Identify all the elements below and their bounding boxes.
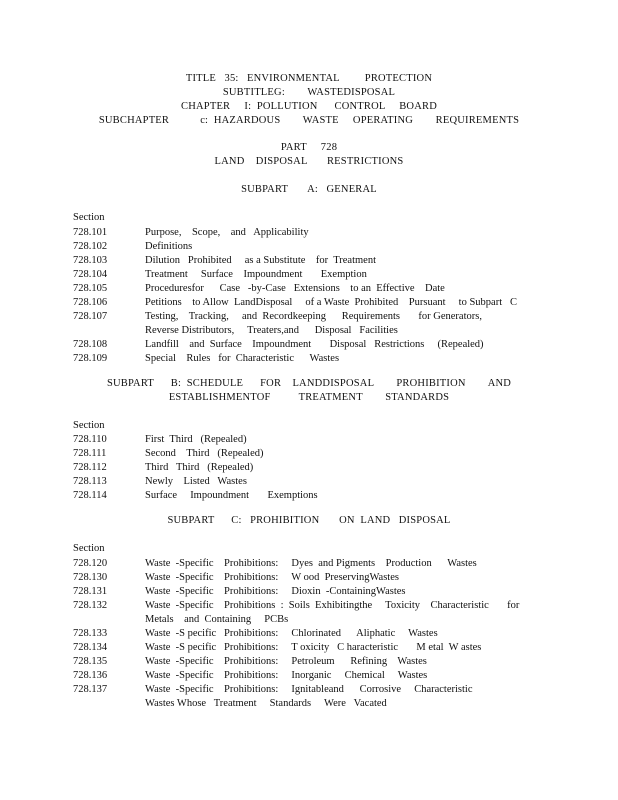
section-number: 728.110 bbox=[73, 434, 107, 445]
section-number: 728.132 bbox=[73, 600, 108, 611]
section-title: Dilution Prohibited as a Substitute for Treatment bbox=[145, 255, 376, 266]
section-label: Section bbox=[73, 420, 105, 431]
section-title: Waste -Specific Prohibitions: Dyes and Pigments Production Wastes bbox=[145, 558, 477, 569]
section-number: 728.101 bbox=[73, 227, 108, 238]
section-title: Third Third (Repealed) bbox=[145, 462, 254, 473]
section-title: Waste -Specific Prohibitions: Inorganic Chemical Wastes bbox=[145, 670, 428, 681]
section-title: Waste -Specific Prohibitions: Petroleum Refining Wastes bbox=[145, 656, 427, 667]
section-title: Definitions bbox=[145, 241, 193, 252]
section-number: 728.103 bbox=[73, 255, 108, 266]
section-number: 728.107 bbox=[73, 311, 108, 322]
section-title: Waste -S pecific Prohibitions: T oxicity C haracteristic M etal W astes bbox=[145, 642, 482, 653]
section-number: 728.114 bbox=[73, 490, 107, 501]
section-title: Waste -Specific Prohibitions : Soils Exhibitingthe Toxicity Characteristic for Metals and Containing PCBs bbox=[145, 600, 523, 625]
section-number: 728.108 bbox=[73, 339, 108, 350]
section-title: Second Third (Repealed) bbox=[145, 448, 264, 459]
section-title: Purpose, Scope, and Applicability bbox=[145, 227, 309, 238]
section-title: Waste -Specific Prohibitions: Ignitableand Corrosive Characteristic Wastes Whose Treatment Standards Were Vacated bbox=[145, 684, 491, 709]
section-title: Testing, Tracking, and Recordkeeping Requirements for Generators, Reverse Distributors, Treaters,and Disposal Facilities bbox=[145, 311, 496, 336]
section-title: Treatment Surface Impoundment Exemption bbox=[145, 269, 367, 280]
subpart-heading: SUBPART C: PROHIBITION ON LAND DISPOSAL bbox=[167, 515, 451, 526]
chapter-line: CHAPTER I: POLLUTION CONTROL BOARD bbox=[181, 101, 437, 112]
section-number: 728.120 bbox=[73, 558, 108, 569]
section-number: 728.131 bbox=[73, 586, 108, 597]
section-title: Waste -S pecific Prohibitions: Chlorinated Aliphatic Wastes bbox=[145, 628, 438, 639]
section-number: 728.109 bbox=[73, 353, 108, 364]
section-number: 728.136 bbox=[73, 670, 108, 681]
subchapter-line: SUBCHAPTER c: HAZARDOUS WASTE OPERATING REQUIREMENTS bbox=[98, 115, 520, 126]
section-number: 728.111 bbox=[73, 448, 107, 459]
section-title: Petitions to Allow LandDisposal of a Waste Prohibited Pursuant to Subpart C bbox=[145, 297, 517, 308]
section-number: 728.102 bbox=[73, 241, 108, 252]
section-number: 728.137 bbox=[73, 684, 108, 695]
section-number: 728.130 bbox=[73, 572, 108, 583]
part-number: PART 728 bbox=[280, 142, 338, 153]
section-number: 728.134 bbox=[73, 642, 108, 653]
title-line: TITLE 35: ENVIRONMENTAL PROTECTION bbox=[185, 73, 433, 84]
section-number: 728.133 bbox=[73, 628, 108, 639]
section-number: 728.112 bbox=[73, 462, 107, 473]
section-title: Special Rules for Characteristic Wastes bbox=[145, 353, 340, 364]
section-title: First Third (Repealed) bbox=[145, 434, 247, 445]
section-title: Waste -Specific Prohibitions: W ood PreservingWastes bbox=[145, 572, 399, 583]
section-title: Proceduresfor Case -by-Case Extensions to an Effective Date bbox=[145, 283, 445, 294]
section-number: 728.105 bbox=[73, 283, 108, 294]
section-title: Surface Impoundment Exemptions bbox=[145, 490, 318, 501]
subtitle-line: SUBTITLEG: WASTEDISPOSAL bbox=[222, 87, 396, 98]
part-title: LAND DISPOSAL RESTRICTIONS bbox=[214, 156, 404, 167]
section-title: Newly Listed Wastes bbox=[145, 476, 247, 487]
subpart-heading-continued: ESTABLISHMENTOF TREATMENT STANDARDS bbox=[168, 392, 450, 403]
section-number: 728.135 bbox=[73, 656, 108, 667]
section-title: Landfill and Surface Impoundment Disposal Restrictions (Repealed) bbox=[145, 339, 484, 350]
section-number: 728.113 bbox=[73, 476, 107, 487]
section-number: 728.106 bbox=[73, 297, 108, 308]
subpart-heading: SUBPART B: SCHEDULE FOR LANDDISPOSAL PROHIBITION AND bbox=[106, 378, 512, 389]
section-number: 728.104 bbox=[73, 269, 108, 280]
section-label: Section bbox=[73, 543, 105, 554]
section-label: Section bbox=[73, 212, 105, 223]
section-title: Waste -Specific Prohibitions: Dioxin -ContainingWastes bbox=[145, 586, 406, 597]
subpart-heading: SUBPART A: GENERAL bbox=[241, 184, 377, 195]
